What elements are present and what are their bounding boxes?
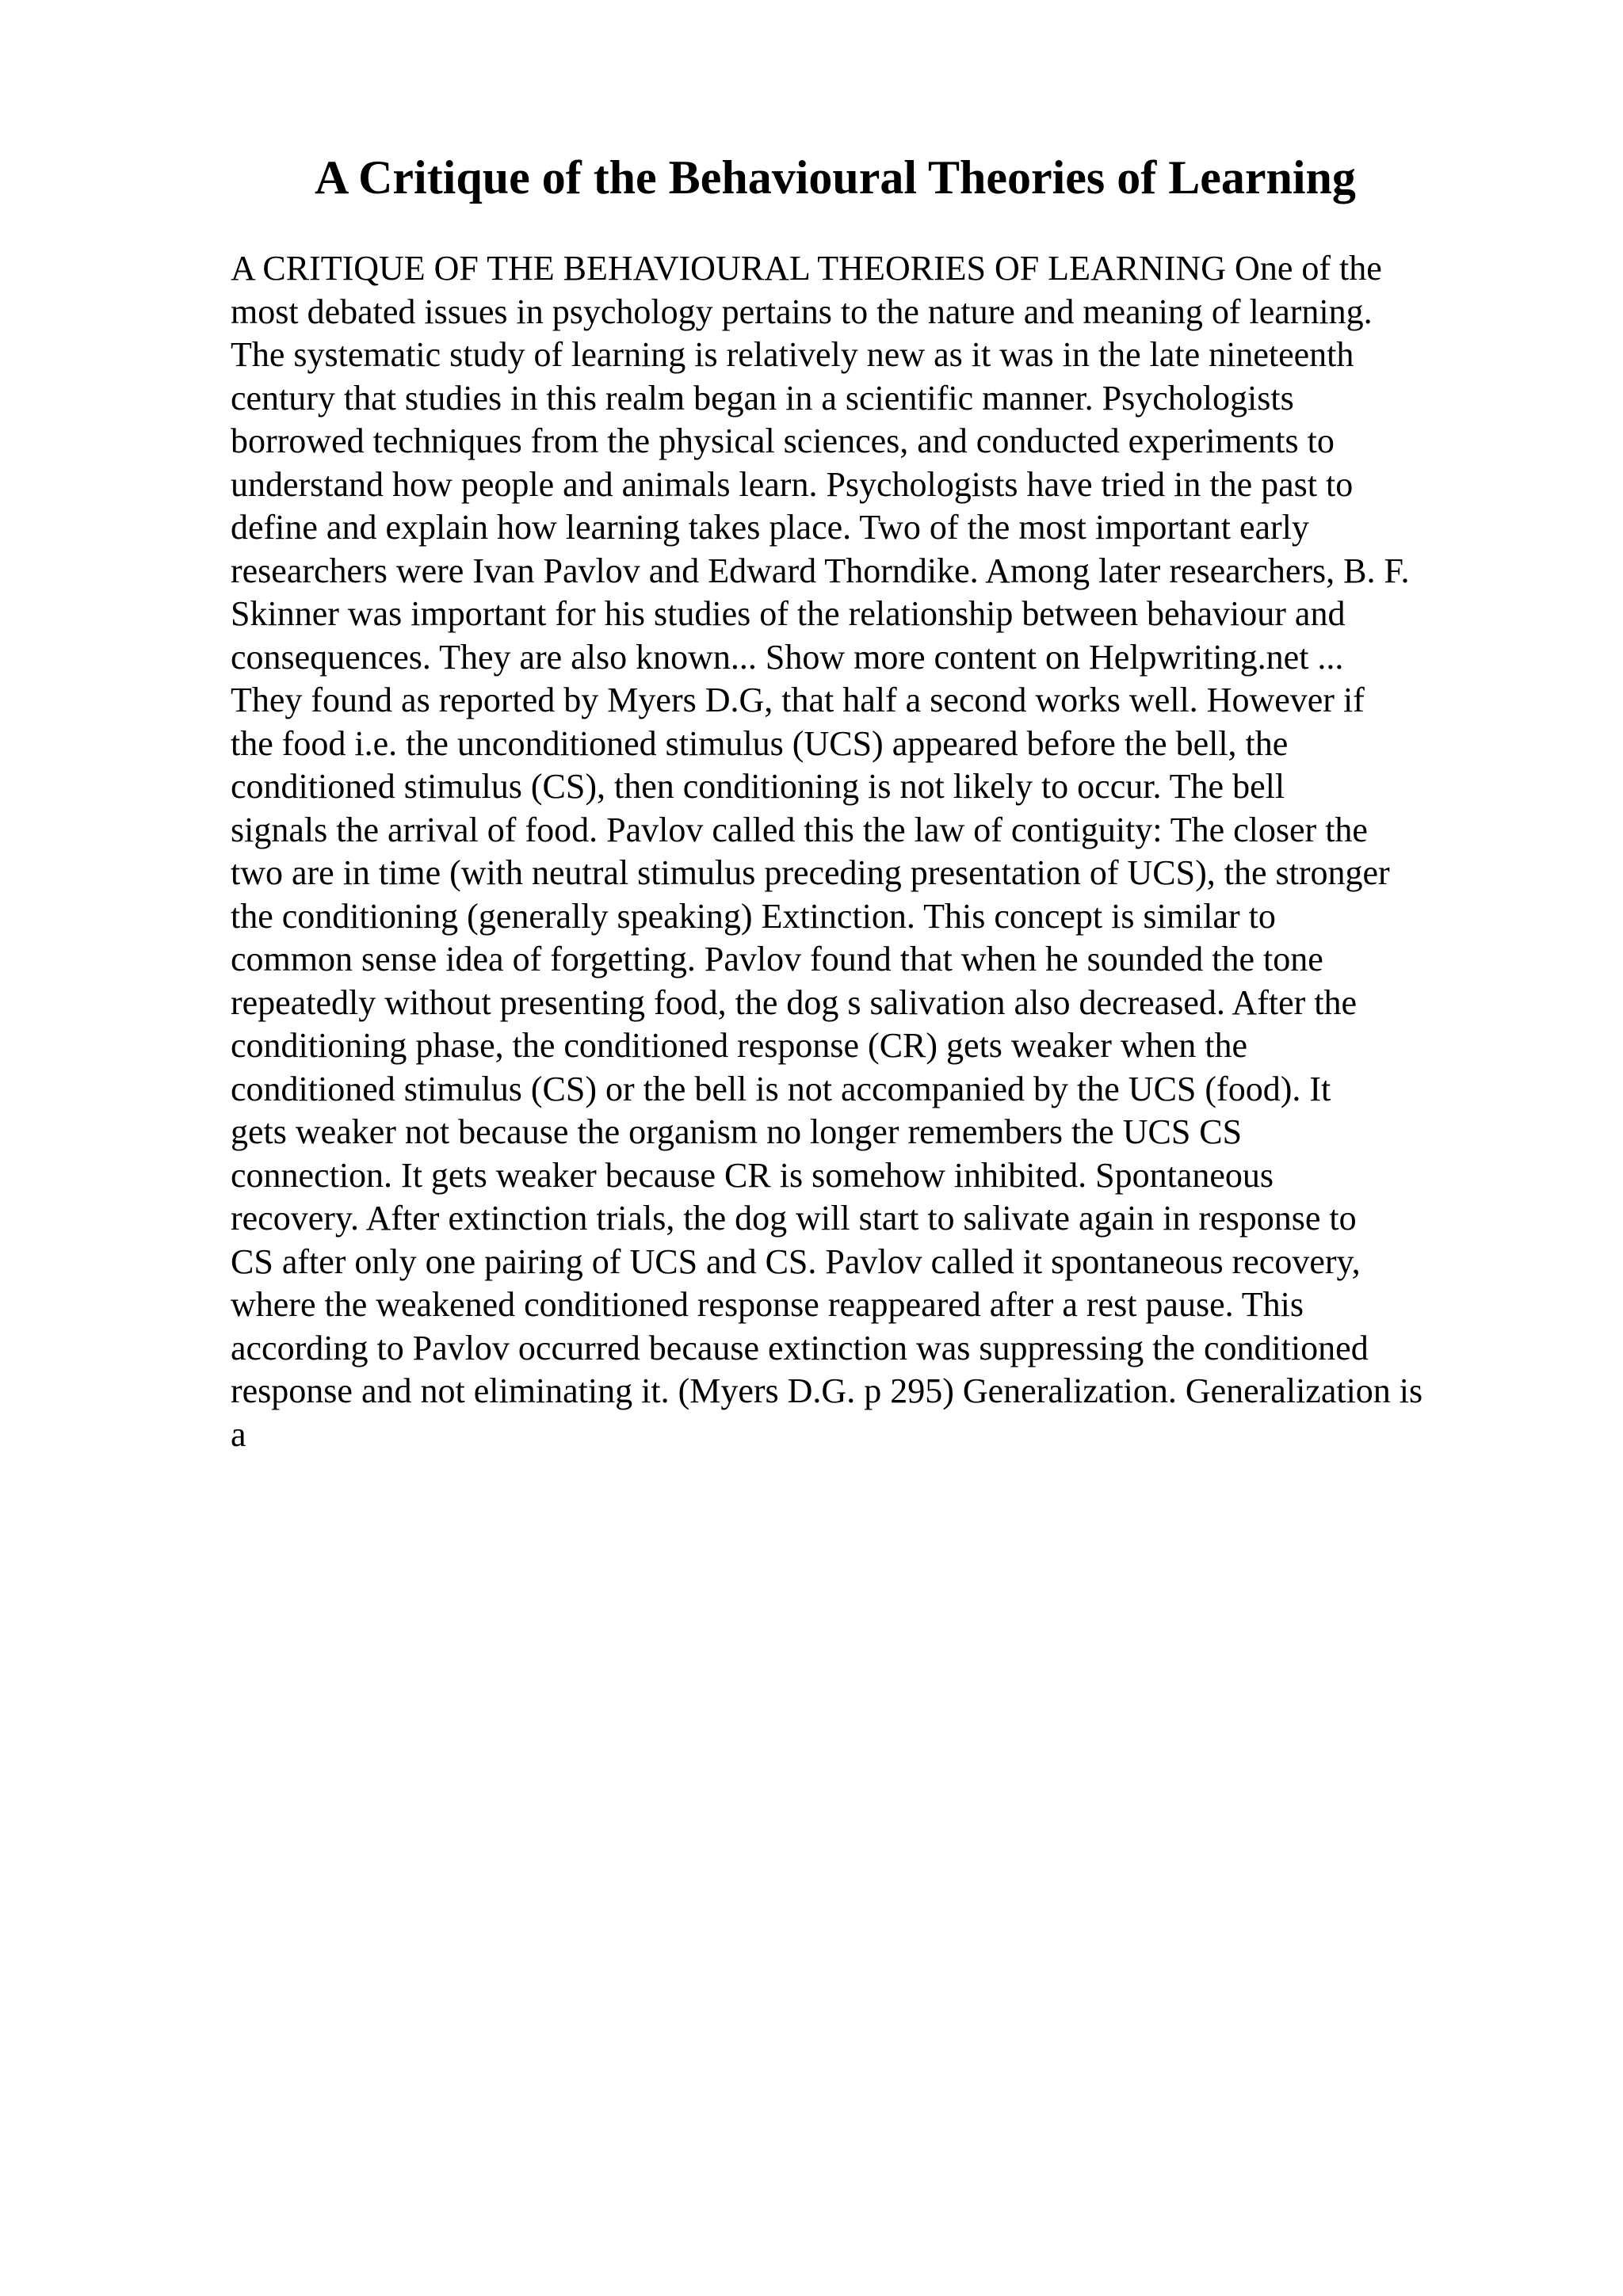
- body-text-line: century that studies in this realm began in a scientific manner. Psychologists: [231, 378, 1294, 418]
- body-text-line: borrowed techniques from the physical sciences, and conducted experiments to: [231, 421, 1335, 460]
- body-text-line: according to Pavlov occurred because extinction was suppressing the conditioned: [231, 1328, 1369, 1367]
- document-body: [231, 247, 1499, 1456]
- body-text-line: response and not eliminating it. (Myers D.G. p 295) Generalization. Generalization is: [231, 1371, 1423, 1410]
- body-text-line: Skinner was important for his studies of the relationship between behaviour and: [231, 594, 1346, 633]
- body-text-line: A CRITIQUE OF THE BEHAVIOURAL THEORIES OF LEARNING One of the: [231, 249, 1382, 288]
- body-text-line: repeatedly without presenting food, the dog s salivation also decreased. After the: [231, 982, 1358, 1022]
- body-text-line: understand how people and animals learn. Psychologists have tried in the past to: [231, 464, 1354, 504]
- body-text-line: two are in time (with neutral stimulus preceding presentation of UCS), the stronger: [231, 853, 1390, 892]
- body-text-line: the conditioning (generally speaking) Extinction. This concept is similar to: [231, 896, 1276, 936]
- body-text-line: the food i.e. the unconditioned stimulus (UCS) appeared before the bell, the: [231, 723, 1289, 763]
- body-text-line: gets weaker not because the organism no longer remembers the UCS CS: [231, 1112, 1243, 1151]
- body-text-line: conditioned stimulus (CS), then conditioning is not likely to occur. The bell: [231, 767, 1285, 806]
- body-text-line: researchers were Ivan Pavlov and Edward Thorndike. Among later researchers, B. F.: [231, 551, 1410, 590]
- body-text-line: They found as reported by Myers D.G, that half a second works well. However if: [231, 681, 1365, 719]
- body-text-line: most debated issues in psychology pertains to the nature and meaning of learning.: [231, 292, 1373, 331]
- body-text-line: common sense idea of forgetting. Pavlov found that when he sounded the tone: [231, 940, 1323, 978]
- body-text-line: consequences. They are also known... Show more content on Helpwriting.net ...: [231, 637, 1344, 677]
- body-text-line: where the weakened conditioned response reappeared after a rest pause. This: [231, 1285, 1304, 1324]
- body-text-line: connection. It gets weaker because CR is somehow inhibited. Spontaneous: [231, 1155, 1274, 1195]
- body-text-line: The systematic study of learning is relatively new as it was in the late nineteenth: [231, 335, 1354, 374]
- body-text-line: CS after only one pairing of UCS and CS. Pavlov called it spontaneous recovery,: [231, 1241, 1361, 1281]
- body-text-line: conditioning phase, the conditioned response (CR) gets weaker when the: [231, 1026, 1248, 1065]
- document-title: A Critique of the Behavioural Theories of Learning: [315, 151, 1356, 204]
- body-text-line: recovery. After extinction trials, the dog will start to salivate again in response to: [231, 1199, 1357, 1238]
- body-text-line: a: [231, 1414, 246, 1454]
- body-text-line: define and explain how learning takes place. Two of the most important early: [231, 508, 1309, 547]
- body-text-line: conditioned stimulus (CS) or the bell is not accompanied by the UCS (food). It: [231, 1069, 1331, 1108]
- body-text-line: signals the arrival of food. Pavlov called this the law of contiguity: The closer the: [231, 810, 1368, 849]
